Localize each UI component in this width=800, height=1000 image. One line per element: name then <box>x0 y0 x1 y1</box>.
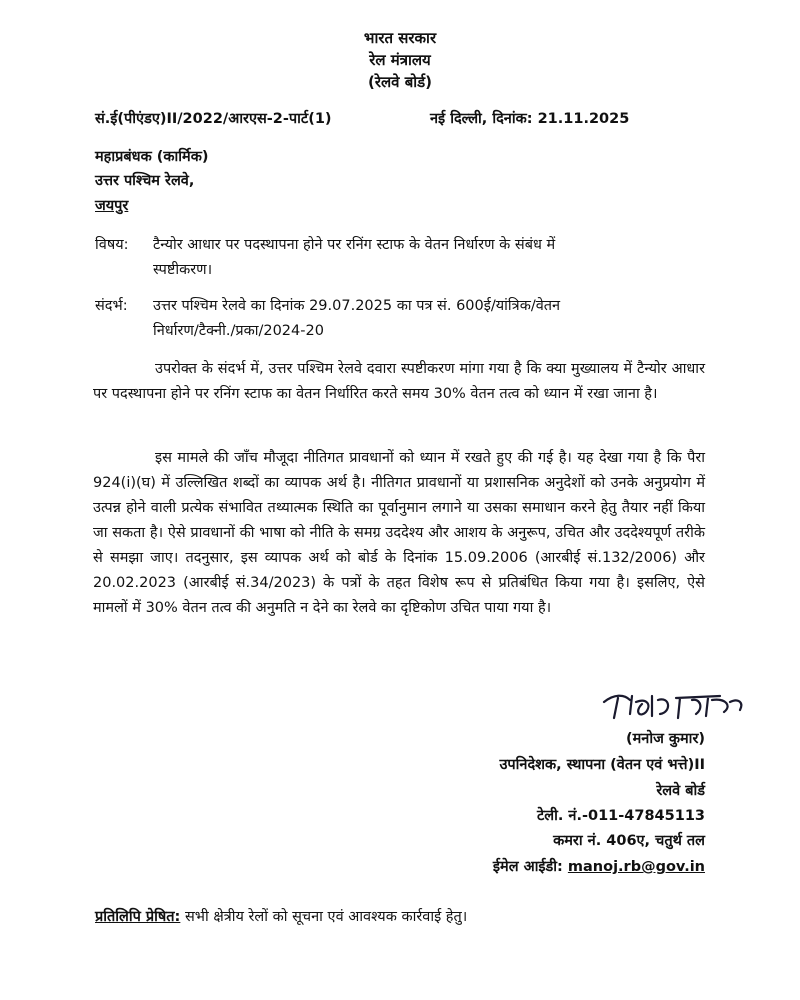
reference-line1: उत्तर पश्चिम रेलवे का दिनांक 29.07.2025 का पत्र सं. 600ई/यांत्रिक/वेतन <box>153 298 561 314</box>
header-ministry: रेल मंत्रालय <box>369 51 431 69</box>
subject-line2: स्पष्टीकरण। <box>153 262 213 278</box>
letter-number: सं.ई(पीएंडए)II/2022/आरएस-2-पार्ट(1) <box>95 111 332 127</box>
signatory-designation: उपनिदेशक, स्थापना (वेतन एवं भत्ते)II <box>499 757 705 773</box>
reference-line2: निर्धारण/टैक्नी./प्रका/2024-20 <box>153 323 324 339</box>
email-link[interactable]: manoj.rb@gov.in <box>567 859 705 875</box>
email-label: ईमेल आईडी: <box>492 859 563 875</box>
signatory-email-row <box>493 856 705 876</box>
addressee-office: उत्तर पश्चिम रेलवे, <box>95 173 195 189</box>
header-govt: भारत सरकार <box>363 29 437 47</box>
subject-label: विषय: <box>95 237 129 253</box>
header-board: (रेलवे बोर्ड) <box>367 73 433 91</box>
signatory-name: (मनोज कुमार) <box>625 731 705 747</box>
body-paragraph-2: इस मामले की जाँच मौजूदा नीतिगत प्रावधानों को ध्यान में रखते हुए की गई है। यह देखा गया है कि पैरा 924(i)(घ) में उल्लिखित शब्दों का व्यापक अर्थ है। नीतिगत प्रावधानों या प्रशासनिक अनुदेशों को उनके अनुप्रयोग में उत्पन्न होने वाली प्रत्येक संभावित तथ्यात्मक स्थिति का पूर्वानुमान लगाने या उसका समाधान करने हेतु तैयार नहीं किया जा सकता है। ऐसे प्रावधानों की भाषा को नीति के समग्र उददेश्य और आशय के अनुरूप, उचित और उददेश्यपूर्ण तरीके से समझा जाए। तदनुसार, इस व्यापक अर्थ को बोर्ड के दिनांक 15.09.2006 (आरबीई सं.132/2006) और 20.02.2023 (आरबीई सं.34/2023) के पत्रों के तहत विशेष रूप से प्रतिबंधित किया गया है। इसलिए, ऐसे मामलों में 30% वेतन तत्व की अनुमति न देने का रेलवे का दृष्टिकोण उचित पाया गया है। <box>93 450 706 616</box>
copy-label: प्रतिलिपि प्रेषित: <box>95 909 181 925</box>
copy-text: सभी क्षेत्रीय रेलों को सूचना एवं आवश्यक कार्रवाई हेतु। <box>184 909 468 925</box>
signatory-office: रेलवे बोर्ड <box>656 783 705 799</box>
subject-line1: टैन्योर आधार पर पदस्थापना होने पर रनिंग स्टाफ के वेतन निर्धारण के संबंध में <box>153 237 556 253</box>
body-paragraph-1: उपरोक्त के संदर्भ में, उत्तर पश्चिम रेलवे दवारा स्पष्टीकरण मांगा गया है कि क्या मुख्यालय में टैन्योर आधार पर पदस्थापना होने पर रनिंग स्टाफ का वेतन निर्धारित करते समय 30% वेतन तत्व को ध्यान में रखा जाना है। <box>93 361 705 402</box>
letter-date: नई दिल्ली, दिनांक: 21.11.2025 <box>430 111 630 127</box>
signatory-room: कमरा नं. 406ए, चतुर्थ तल <box>553 833 705 849</box>
addressee-title: महाप्रबंधक (कार्मिक) <box>95 149 209 165</box>
signatory-phone: टेली. नं.-011-47845113 <box>536 808 705 824</box>
addressee-city: जयपुर <box>95 198 129 214</box>
copy-row <box>95 906 467 926</box>
signature-image <box>600 688 750 724</box>
reference-label: संदर्भ: <box>95 298 128 314</box>
